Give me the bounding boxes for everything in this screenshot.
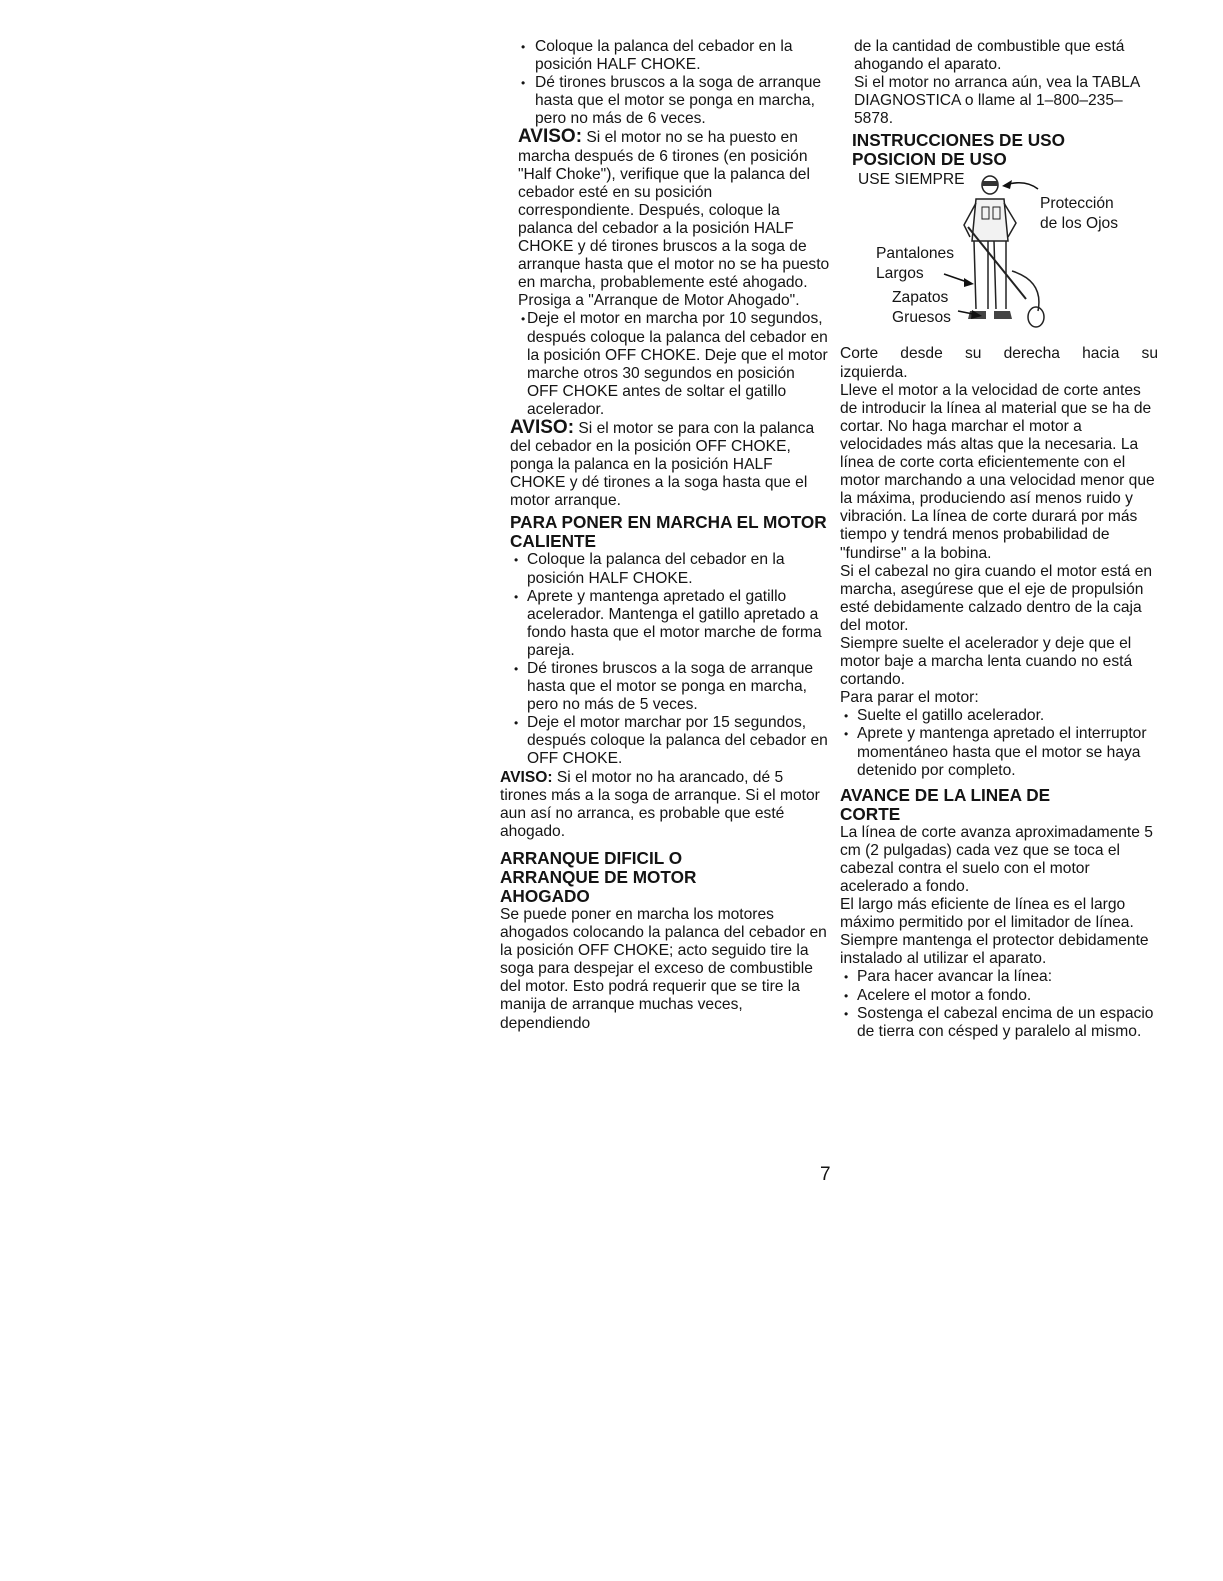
operating-position-figure [840, 171, 1158, 341]
label-use-siempre: USE SIEMPRE [858, 171, 965, 189]
page-number: 7 [820, 1164, 831, 1185]
list-item: • Aprete y mantenga apretado el interruptor momentáneo hasta que el motor se haya detenido por completo. [840, 725, 1158, 779]
label-zapatos: Zapatos [892, 289, 949, 307]
aviso-paragraph [500, 769, 830, 841]
label-ojos: de los Ojos [1040, 215, 1119, 233]
list-item: • Suelte el gatillo acelerador. [840, 707, 1158, 725]
bullet-list [510, 551, 830, 768]
paragraph: de la cantidad de combustible que está ahogando el aparato. [854, 38, 1125, 74]
list-item: • Sostenga el cabezal encima de un espacio de tierra con césped y paralelo al mismo. [840, 1005, 1158, 1041]
label-pantalones: Pantalones [876, 245, 955, 263]
section-heading: INSTRUCCIONES DE USO [852, 130, 1065, 151]
paragraph: Lleve el motor a la velocidad de corte antes de introducir la línea al material que se ha de cortar. No haga marchar el motor a velocidades más altas que la necesaria. La línea de corte corta eficientemente con el motor marchando a una velocidad menor que la máxima, produciendo así menos ruido y vibración. La línea de corte durará por más tiempo y tendrá menos probabilidad de "fundirse" a la bobina. [840, 381, 1155, 562]
paragraph: izquierda. [840, 363, 908, 381]
label-gruesos: Gruesos [892, 309, 951, 327]
section-heading: AVANCE DE LA LINEA DE CORTE [840, 784, 1051, 824]
bullet-list [840, 707, 1158, 779]
paragraph: El largo más eficiente de línea es el largo máximo permitido por el limitador de línea. [840, 896, 1134, 932]
paragraph: Siempre mantenga el protector debidamente instalado al utilizar el aparato. [840, 932, 1149, 968]
right-column [840, 38, 1158, 1041]
section-heading: PARA PONER EN MARCHA EL MOTOR CALIENTE [510, 512, 827, 552]
list-item: • Acelere el motor a fondo. [840, 987, 1158, 1005]
section-heading: POSICION DE USO [852, 149, 1007, 170]
aviso-label: AVISO: [500, 768, 553, 786]
aviso-label: AVISO: [518, 126, 583, 148]
list-item: • Para hacer avancar la línea: [840, 968, 1158, 986]
list-item: • Deje el motor marchar por 15 segundos, después coloque la palanca del cebador en OFF CHOKE. [510, 714, 830, 768]
bullet-list [500, 310, 830, 419]
label-largos: Largos [876, 265, 924, 283]
list-item: • Coloque la palanca del cebador en la posición HALF CHOKE. [510, 551, 830, 587]
paragraph: Corte desde su derecha hacia su [840, 345, 1158, 363]
paragraph: La línea de corte avanza aproximadamente 5 cm (2 pulgadas) cada vez que se toca el cabezal contra el suelo con el motor acelerado a fondo. [840, 823, 1153, 895]
list-item: • Dé tirones bruscos a la soga de arranque hasta que el motor se ponga en marcha, pero no más de 5 veces. [510, 660, 830, 714]
paragraph: Para parar el motor: [840, 689, 979, 707]
aviso-text: Si el motor se para con la palanca del cebador en la posición OFF CHOKE, ponga la palanca en la posición HALF CHOKE y dé tirones a la soga hasta que el motor arranque. [510, 419, 815, 510]
list-item: • Aprete y mantenga apretado el gatillo acelerador. Mantenga el gatillo apretado a fondo hasta que el motor marche de forma pareja. [510, 588, 830, 660]
paragraph: Si el cabezal no gira cuando el motor está en marcha, asegúrese que el eje de propulsión esté debidamente calzado dentro de la caja del motor. [840, 562, 1153, 634]
aviso-paragraph [518, 128, 830, 310]
section-heading: ARRANQUE DIFICIL O ARRANQUE DE MOTOR AHOGADO [500, 847, 697, 906]
list-item: • Coloque la palanca del cebador en la posición HALF CHOKE. [500, 38, 830, 74]
paragraph: Si el motor no arranca aún, vea la TABLA DIAGNOSTICA o llame al 1–800–235–5878. [854, 74, 1140, 128]
aviso-paragraph [510, 416, 830, 510]
aviso-label: AVISO: [510, 416, 575, 438]
label-proteccion: Protección [1040, 195, 1114, 213]
paragraph: Siempre suelte el acelerador y deje que el motor baje a marcha lenta cuando no está cortando. [840, 634, 1133, 689]
paragraph: Se puede poner en marcha los motores ahogados colocando la palanca del cebador en la posición OFF CHOKE; acto seguido tire la soga para despejar el exceso de combustible del motor. Esto podrá requerir que se tire la manija de arranque muchas veces, dependiendo [500, 905, 827, 1032]
bullet-list [840, 968, 1158, 1040]
aviso-text: Si el motor no se ha puesto en marcha después de 6 tirones (en posición "Half Choke"), verifique que la palanca del cebador esté en su posición correspondiente. Después, coloque la palanca del cebador a la posición HALF CHOKE y dé tirones bruscos a la soga de arranque hasta que el motor no se ha puesto en marcha, probablemente esté ahogado. Prosiga a "Arranque de Motor Ahogado". [518, 129, 830, 310]
bullet-list [500, 38, 830, 128]
list-item: • Dé tirones bruscos a la soga de arranque hasta que el motor se ponga en marcha, pero no más de 6 veces. [500, 74, 830, 128]
aviso-text: Si el motor no ha arancado, dé 5 tirones más a la soga de arranque. Si el motor aun así no arranca, es probable que esté ahogado. [500, 768, 820, 840]
left-column [500, 38, 830, 1033]
list-item: • Deje el motor en marcha por 10 segundos, después coloque la palanca del cebador en la posición OFF CHOKE. Deje que el motor marche otros 30 segundos en posición OFF CHOKE antes de soltar el gatillo acelerador. [500, 310, 830, 419]
